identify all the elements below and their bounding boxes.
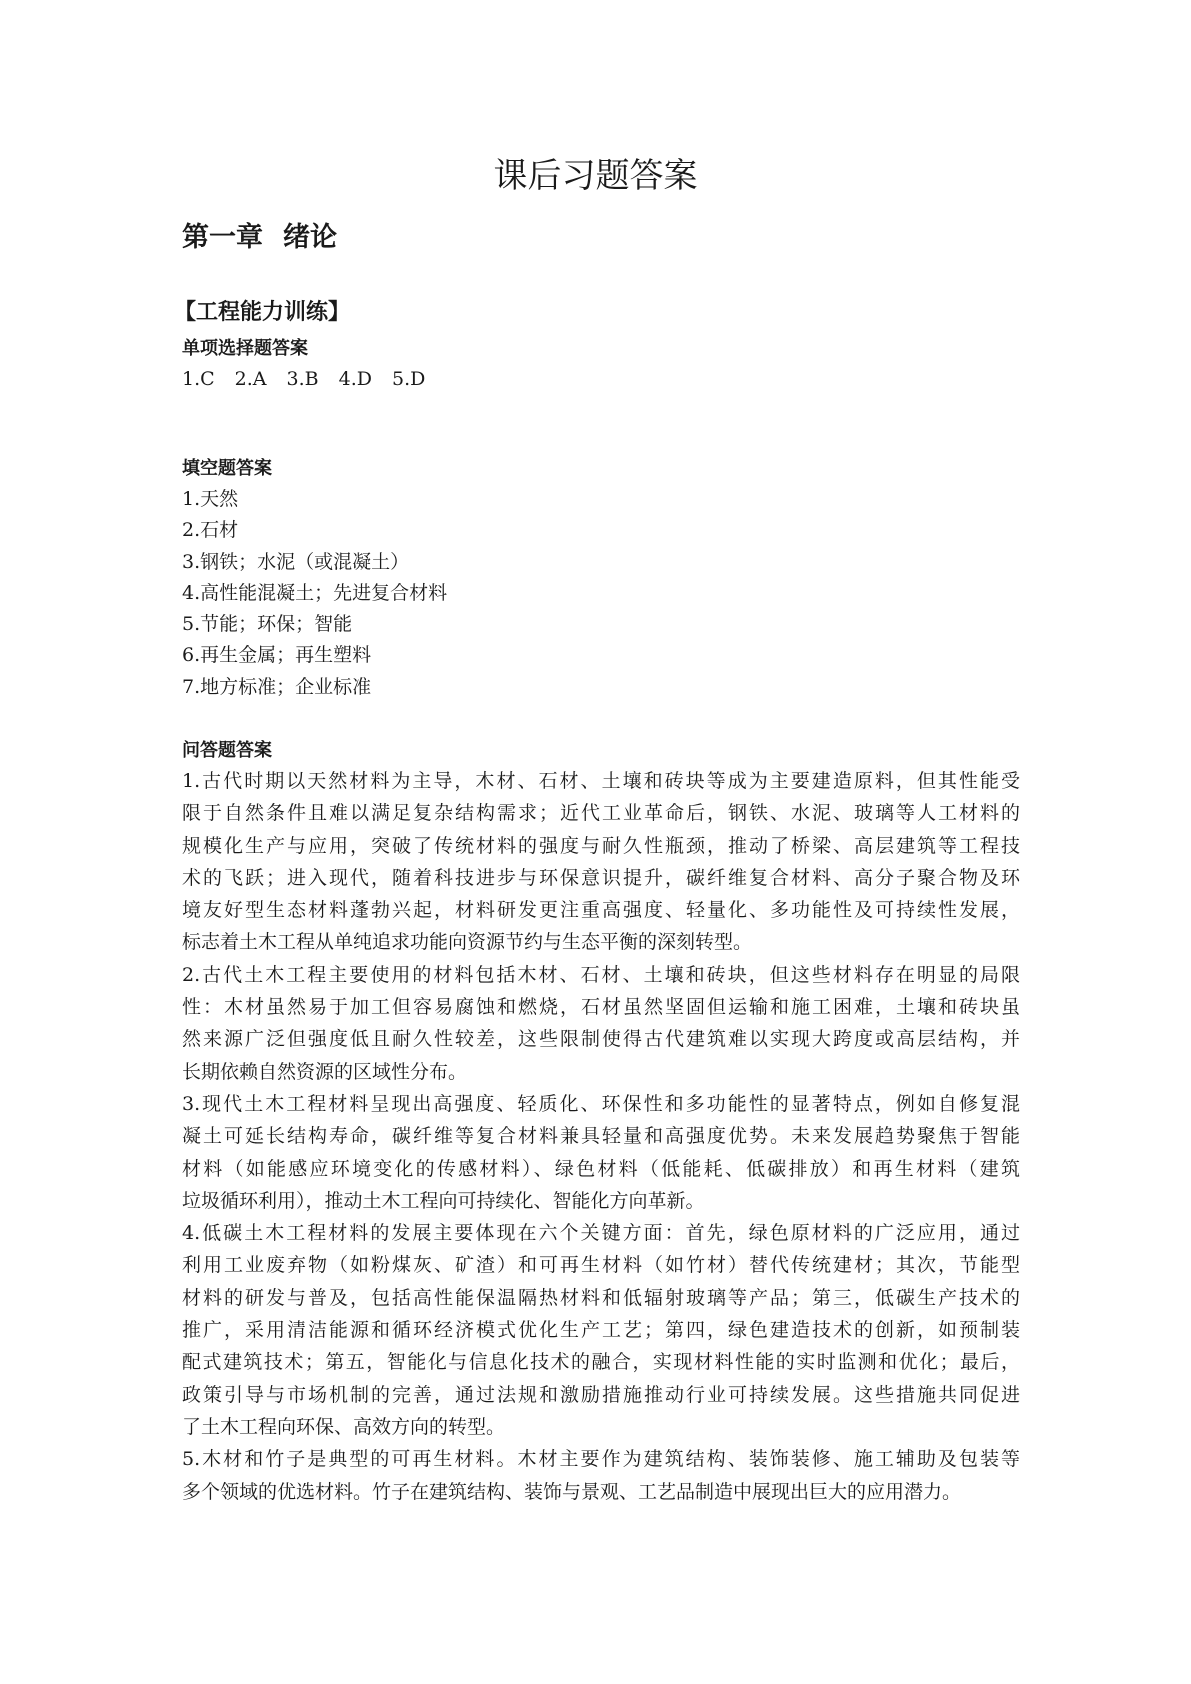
mc-answer: 1.C bbox=[182, 368, 215, 390]
qa-answer-line: 限于自然条件且难以满足复杂结构需求；近代工业革命后，钢铁、水泥、玻璃等人工材料的 bbox=[182, 802, 1020, 825]
fill-in-answer: 2.石材 bbox=[182, 519, 239, 542]
qa-answer-line: 性：木材虽然易于加工但容易腐蚀和燃烧，石材虽然坚固但运输和施工困难，土壤和砖块虽 bbox=[182, 996, 1020, 1019]
page-title: 课后习题答案 bbox=[493, 156, 698, 196]
mc-answer: 2.A bbox=[234, 368, 267, 390]
fill-in-answer: 5.节能；环保；智能 bbox=[182, 613, 353, 636]
qa-answer-line: 推广，采用清洁能源和循环经济模式优化生产工艺；第四，绿色建造技术的创新，如预制装 bbox=[182, 1319, 1020, 1342]
fill-in-answer: 3.钢铁；水泥（或混凝土） bbox=[182, 550, 410, 573]
qa-answer-line: 材料的研发与普及，包括高性能保温隔热材料和低辐射玻璃等产品；第三，低碳生产技术的 bbox=[182, 1286, 1020, 1309]
mc-answer: 5.D bbox=[392, 368, 426, 390]
qa-answer-line: 5.木材和竹子是典型的可再生材料。木材主要作为建筑结构、装饰装修、施工辅助及包装等 bbox=[182, 1448, 1020, 1471]
fill-in-answer-list bbox=[182, 486, 447, 705]
qa-answer-line: 配式建筑技术；第五，智能化与信息化技术的融合，实现材料性能的实时监测和优化；最后， bbox=[182, 1351, 1020, 1374]
qa-answer-line: 2.古代土木工程主要使用的材料包括木材、石材、土壤和砖块，但这些材料存在明显的局限 bbox=[182, 963, 1020, 986]
qa-answer-line: 术的飞跃；进入现代，随着科技进步与环保意识提升，碳纤维复合材料、高分子聚合物及环 bbox=[182, 866, 1020, 889]
qa-answer-line: 垃圾循环利用），推动土木工程向可持续化、智能化方向革新。 bbox=[182, 1189, 705, 1212]
qa-answer-line: 4.低碳土木工程材料的发展主要体现在六个关键方面：首先，绿色原材料的广泛应用，通过 bbox=[182, 1222, 1020, 1245]
qa-heading: 问答题答案 bbox=[182, 740, 272, 761]
qa-answer-text bbox=[182, 768, 1020, 1511]
qa-answer-line: 境友好型生态材料蓬勃兴起，材料研发更注重高强度、轻量化、多功能性及可持续性发展， bbox=[182, 899, 1020, 922]
fill-in-answer: 1.天然 bbox=[182, 488, 239, 510]
mc-answer: 4.D bbox=[338, 368, 372, 390]
fill-in-answer: 7.地方标准；企业标准 bbox=[182, 675, 372, 698]
qa-answer-line: 3.现代土木工程材料呈现出高强度、轻质化、环保性和多功能性的显著特点，例如自修复混 bbox=[182, 1092, 1020, 1115]
multiple-choice-heading: 单项选择题答案 bbox=[182, 338, 308, 359]
mc-answer: 3.B bbox=[286, 368, 319, 390]
qa-answer-line: 利用工业废弃物（如粉煤灰、矿渣）和可再生材料（如竹材）替代传统建材；其次，节能型 bbox=[182, 1254, 1020, 1277]
qa-answer-line: 标志着土木工程从单纯追求功能向资源节约与生态平衡的深刻转型。 bbox=[182, 931, 753, 954]
fill-in-answer: 4.高性能混凝土；先进复合材料 bbox=[182, 581, 448, 604]
qa-answer-line: 凝土可延长结构寿命，碳纤维等复合材料兼具轻量和高强度优势。未来发展趋势聚焦于智能 bbox=[182, 1125, 1020, 1148]
qa-answer-line: 政策引导与市场机制的完善，通过法规和激励措施推动行业可持续发展。这些措施共同促进 bbox=[182, 1383, 1020, 1406]
chapter-title bbox=[182, 218, 337, 258]
section-title: 【工程能力训练】 bbox=[174, 300, 351, 325]
chapter-name: 绪论 bbox=[283, 222, 337, 253]
qa-answer-line: 长期依赖自然资源的区域性分布。 bbox=[182, 1060, 468, 1083]
fill-in-heading: 填空题答案 bbox=[182, 458, 272, 479]
qa-answer-line: 材料（如能感应环境变化的传感材料）、绿色材料（低能耗、低碳排放）和再生材料（建筑 bbox=[182, 1157, 1020, 1180]
fill-in-answer: 6.再生金属；再生塑料 bbox=[182, 644, 372, 667]
qa-answer-line: 多个领域的优选材料。竹子在建筑结构、装饰与景观、工艺品制造中展现出巨大的应用潜力。 bbox=[182, 1480, 962, 1503]
qa-answer-line: 1.古代时期以天然材料为主导，木材、石材、土壤和砖块等成为主要建造原料，但其性能受 bbox=[182, 770, 1020, 792]
chapter-number: 第一章 bbox=[182, 222, 263, 253]
multiple-choice-answers bbox=[182, 366, 445, 392]
qa-answer-line: 然来源广泛但强度低且耐久性较差，这些限制使得古代建筑难以实现大跨度或高层结构，并 bbox=[182, 1028, 1020, 1051]
qa-answer-line: 规模化生产与应用，突破了传统材料的强度与耐久性瓶颈，推动了桥梁、高层建筑等工程技 bbox=[182, 834, 1020, 857]
qa-answer-line: 了土木工程向环保、高效方向的转型。 bbox=[182, 1415, 506, 1438]
